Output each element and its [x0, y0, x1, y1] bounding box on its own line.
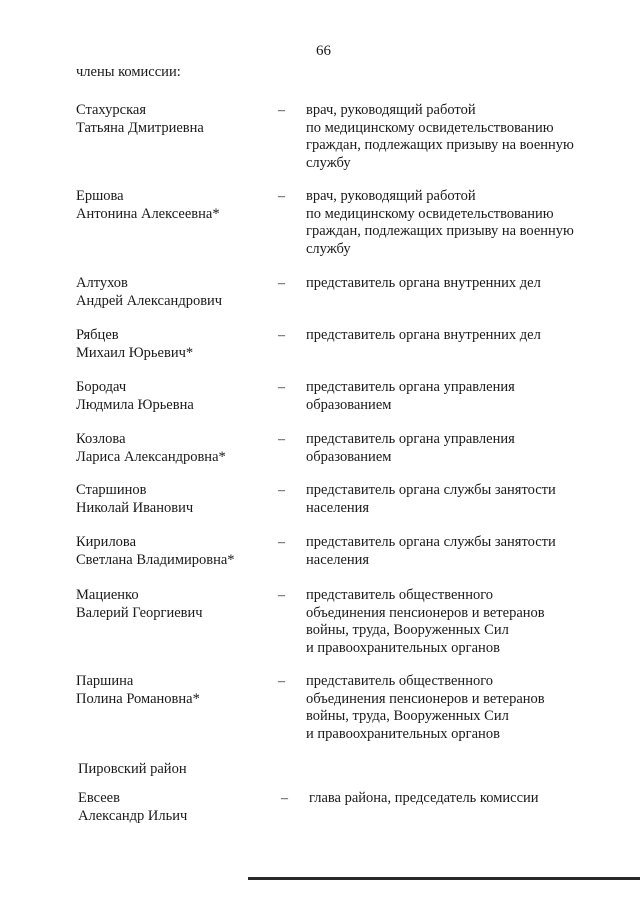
member-role — [306, 482, 606, 517]
member-name-line: Николай Иванович — [76, 499, 194, 516]
member-name-line: Паршина — [76, 673, 134, 689]
member-role — [306, 275, 606, 293]
dash-separator: – — [278, 103, 285, 118]
bottom-rule — [248, 877, 640, 880]
member-name-line: Валерий Георгиевич — [76, 604, 203, 621]
member-role-line: представитель органа управления — [306, 431, 515, 447]
dash-separator: – — [281, 791, 288, 806]
member-role-line: граждан, подлежащих призыву на военную — [306, 137, 574, 153]
member-role — [306, 379, 606, 414]
member-name-line: Людмила Юрьевна — [76, 396, 194, 413]
member-role-line: образованием — [306, 396, 392, 413]
commission-members-heading: члены комиссии: — [76, 64, 181, 80]
dash-separator: – — [278, 380, 285, 395]
member-role-line: объединения пенсионеров и ветеранов — [306, 604, 545, 621]
member-name — [76, 327, 276, 362]
member-role-line: войны, труда, Вооруженных Сил — [306, 622, 509, 638]
member-name-line: Ершова — [76, 188, 124, 204]
member-role-line: представитель общественного — [306, 587, 494, 603]
member-role-line: глава района, председатель комиссии — [309, 790, 539, 806]
page-number: 66 — [316, 43, 331, 59]
dash-separator: – — [278, 276, 285, 291]
member-role-line: представитель органа управления — [306, 379, 515, 395]
member-role-line: представитель органа службы занятости — [306, 534, 556, 550]
member-role-line: войны, труда, Вооруженных Сил — [306, 708, 509, 724]
dash-separator: – — [278, 588, 285, 603]
member-name-line: Старшинов — [76, 482, 147, 498]
member-role-line: представитель органа внутренних дел — [306, 327, 541, 343]
member-name — [76, 188, 276, 223]
member-name-line: Лариса Александровна* — [76, 448, 226, 465]
member-name-line: Козлова — [76, 431, 126, 447]
member-name — [76, 587, 276, 622]
member-role-line: представитель органа внутренних дел — [306, 275, 541, 291]
member-name — [76, 431, 276, 466]
member-role — [306, 327, 606, 345]
member-name-line: Кирилова — [76, 534, 137, 550]
member-name — [76, 673, 276, 708]
member-role — [306, 102, 606, 172]
member-role — [306, 534, 606, 569]
member-role-line: службу — [306, 154, 351, 171]
member-name — [76, 534, 276, 569]
dash-separator: – — [278, 432, 285, 447]
member-role-line: врач, руководящий работой — [306, 102, 476, 118]
section-title: Пировский район — [78, 761, 187, 777]
member-role-line: по медицинскому освидетельствованию — [306, 205, 554, 222]
member-role-line: объединения пенсионеров и ветеранов — [306, 690, 545, 707]
dash-separator: – — [278, 483, 285, 498]
member-name-line: Светлана Владимировна* — [76, 551, 235, 568]
member-name-line: Михаил Юрьевич* — [76, 344, 194, 361]
member-name-line: Андрей Александрович — [76, 292, 223, 309]
member-name — [76, 102, 276, 137]
member-role — [306, 188, 606, 258]
member-role-line: граждан, подлежащих призыву на военную — [306, 223, 574, 239]
member-name-line: Рябцев — [76, 327, 119, 343]
member-role-line: представитель органа службы занятости — [306, 482, 556, 498]
member-name-line: Полина Романовна* — [76, 690, 200, 707]
member-role-line: врач, руководящий работой — [306, 188, 476, 204]
member-role — [306, 431, 606, 466]
member-role-line: и правоохранительных органов — [306, 639, 500, 656]
dash-separator: – — [278, 674, 285, 689]
member-name-line: Евсеев — [78, 790, 120, 806]
dash-separator: – — [278, 535, 285, 550]
member-role-line: по медицинскому освидетельствованию — [306, 119, 554, 136]
member-name-line: Мациенко — [76, 587, 139, 603]
member-role-line: населения — [306, 551, 370, 568]
member-role-line: представитель общественного — [306, 673, 494, 689]
member-role-line: образованием — [306, 448, 392, 465]
member-name-line: Александр Ильич — [78, 807, 188, 824]
member-name-line: Антонина Алексеевна* — [76, 205, 220, 222]
member-name — [76, 275, 276, 310]
member-name-line: Стахурская — [76, 102, 146, 118]
member-name-line: Татьяна Дмитриевна — [76, 119, 204, 136]
dash-separator: – — [278, 328, 285, 343]
member-name-line: Алтухов — [76, 275, 128, 291]
member-role — [306, 587, 606, 657]
dash-separator: – — [278, 189, 285, 204]
member-name — [78, 790, 278, 825]
member-role-line: и правоохранительных органов — [306, 725, 500, 742]
member-name — [76, 482, 276, 517]
member-role — [306, 673, 606, 743]
member-role-line: населения — [306, 499, 370, 516]
member-name — [76, 379, 276, 414]
member-role — [309, 790, 609, 808]
member-role-line: службу — [306, 240, 351, 257]
member-name-line: Бородач — [76, 379, 127, 395]
